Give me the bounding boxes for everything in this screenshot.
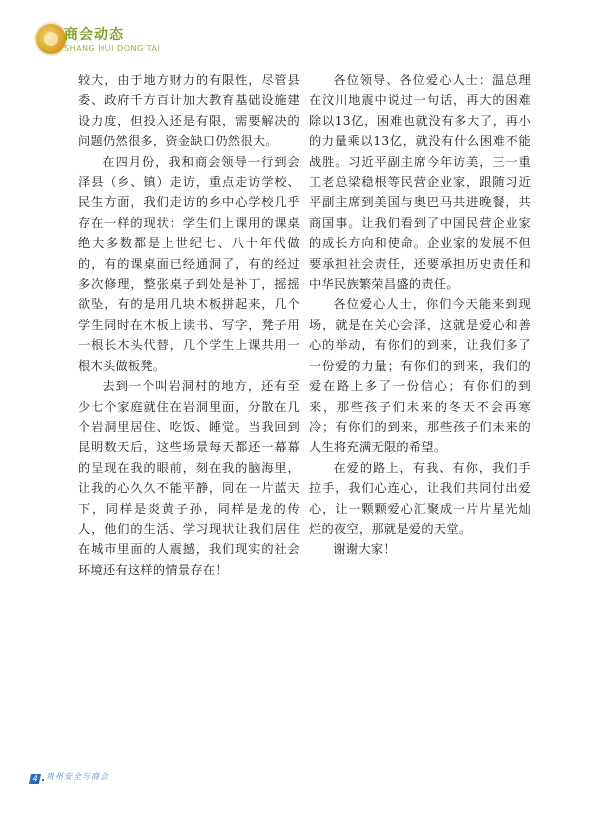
closing-line: 谢谢大家！: [333, 542, 396, 557]
left-column: [78, 70, 300, 580]
paragraph: 去到一个叫岩洞村的地方，还有至少七个家庭就住在岩洞里面，分散在几个岩洞里居住、吃饭、睡觉。当我回到昆明数天后，这些场景每天都还一幕幕的呈现在我的眼前，刻在我的脑海里，让我的心久久不能平静，同在一片蓝天下，同样是炎黄子孙，同样是龙的传人，他们的生活、学习现状让我们居住在城市里面的人震撼，我们现实的社会环境还有这样的情景存在！: [78, 379, 300, 577]
paragraph: 各位领导、各位爱心人士：温总理在汶川地震中说过一句话，再大的困难除以13亿，困难也就没有多大了，再小的力量乘以13亿，就没有什么困难不能战胜。习近平副主席今年访美，三一重工老总梁稳根等民营企业家，跟随习近平副主席到美国与奥巴马共进晚餐，共商国事。让我们看到了中国民营企业家的成长方向和使命。企业家的发展不但要承担社会责任，还要承担历史责任和中华民族繁荣昌盛的责任。: [309, 73, 531, 292]
paragraph: 较大，由于地方财力的有限性，尽管县委、政府千方百计加大教育基础设施建设力度，但投入还是有限，需要解决的问题仍然很多，资金缺口仍然很大。: [78, 73, 300, 149]
page-header: [36, 22, 336, 62]
publication-name: 贵州安全与商会: [46, 772, 109, 781]
paragraph: 各位爱心人士，你们今天能来到现场，就是在关心会泽，这就是爱心和善心的举动，有你们的到来，让我们多了一份爱的力量；有你们的到来，我们的爱在路上多了一份信心；有你们的到来，那些孩子们未来的冬天不会再寒冷；有你们的到来，那些孩子们未来的人生将充满无限的希望。: [309, 297, 531, 455]
paragraph: 在四月份，我和商会领导一行到会泽县（乡、镇）走访，重点走访学校、民生方面，我们走访的乡中心学校几乎存在一样的现状：学生们上课用的课桌绝大多数都是上世纪七、八十年代做的，有的课桌面已经通洞了，有的经过多次修理，整张桌子到处是补丁，摇摇欲坠，有的是用几块木板拼起来，几个学生同时在木板上读书、写字，凳子用一根长木头代替，几个学生上课共用一根木头做板凳。: [78, 154, 300, 373]
right-column: [309, 70, 531, 560]
page-footer: [30, 772, 230, 786]
chamber-logo-icon: [36, 24, 66, 54]
paragraph: 在爱的路上，有我、有你，我们手拉手，我们心连心，让我们共同付出爱心，让一颗颗爱心汇聚成一片片星光灿烂的夜空，那就是爱的天堂。: [309, 460, 531, 536]
section-subtitle: SHANG HUI DONG TAI: [64, 44, 161, 53]
section-title: 商会动态: [64, 27, 124, 43]
page-number: 4: [29, 774, 41, 784]
